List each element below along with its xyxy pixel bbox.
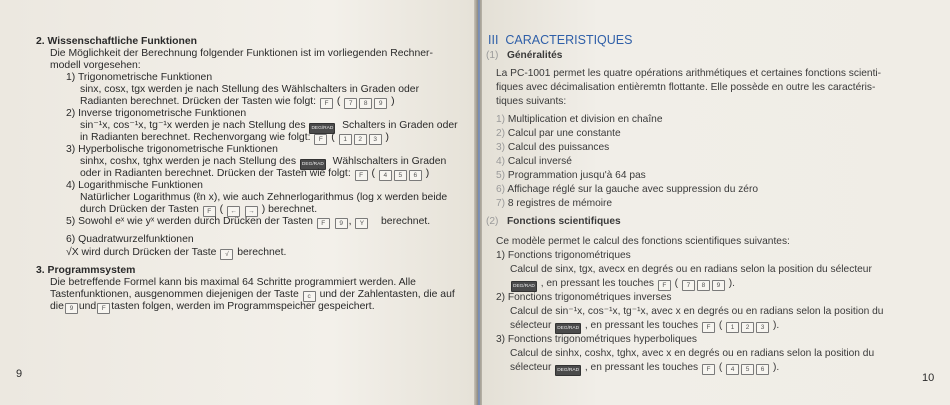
- text-line: fiques avec décimalisation entièremtn flottante. Elle possède en outre les caractéris-: [496, 82, 876, 93]
- key-3: 3: [369, 134, 382, 145]
- list-item: 1) Trigonometrische Funktionen: [66, 72, 213, 83]
- section-heading: III CARACTERISTIQUES: [488, 33, 633, 47]
- text-line: DEG/RAD , en pressant les touches F ( 7 8 9 ).: [510, 278, 735, 292]
- feature-item: 1) Multiplication et division en chaîne: [496, 114, 663, 125]
- key-8: 8: [697, 280, 710, 291]
- subsection-heading: (2) Fonctions scientifiques: [486, 216, 621, 227]
- text-line: sinhx, coshx, tghx werden je nach Stellung des DEG/RAD Wählschalters in Graden: [80, 156, 446, 170]
- text-line: die 9 und F tasten folgen, werden im Programmspeicher gespeichert.: [50, 301, 375, 312]
- list-item: 5) Sowohl eˣ wie yˣ werden durch Drücken der Tasten F 9 , Y berechnet.: [66, 216, 431, 227]
- key-deg-rad: DEG/RAD: [555, 323, 581, 334]
- list-item: 4) Logarithmische Funktionen: [66, 180, 203, 191]
- key-4: 4: [379, 170, 392, 181]
- list-item: 6) Quadratwurzelfunktionen: [66, 234, 194, 245]
- key-9: 9: [374, 98, 387, 109]
- text-line: sélecteur DEG/RAD , en pressant les touches F ( 4 5 6 ).: [510, 362, 779, 376]
- key-9: 9: [712, 280, 725, 291]
- key-5: 5: [741, 364, 754, 375]
- key-f: F: [320, 98, 333, 109]
- key-sqrt: √: [220, 249, 233, 260]
- key-f: F: [702, 322, 715, 333]
- text-line: Natürlicher Logarithmus (ℓn x), wie auch Zehnerlogarithmus (log x werden beide: [80, 192, 448, 203]
- subsection-heading: (1) Généralités: [486, 50, 563, 61]
- key-f: F: [317, 218, 330, 229]
- key-6: 6: [756, 364, 769, 375]
- list-item: 2) Inverse trigonometrische Funktionen: [66, 108, 247, 119]
- key-f: F: [203, 206, 216, 217]
- key-1: 1: [726, 322, 739, 333]
- key-ln: ←: [227, 206, 240, 217]
- heading-scientific-functions: 2. Wissenschaftliche Funktionen: [36, 36, 197, 47]
- key-6: 6: [409, 170, 422, 181]
- left-page: [0, 0, 474, 405]
- text-line: sin⁻¹x, cos⁻¹x, tg⁻¹x werden je nach Stellung des DEG/RAD Schalters in Graden oder: [80, 120, 458, 134]
- key-9: 9: [335, 218, 348, 229]
- list-item: 3) Fonctions trigonométriques hyperboliques: [496, 334, 698, 345]
- text-line: durch Drücken der Tasten F ( ← → ) berechnet.: [80, 204, 318, 215]
- page-number: 9: [16, 368, 23, 380]
- key-yx: Y: [355, 218, 368, 229]
- key-9: 9: [65, 303, 78, 314]
- key-deg-rad: DEG/RAD: [300, 159, 326, 170]
- feature-item: 5) Programmation jusqu'à 64 pas: [496, 170, 646, 181]
- key-f: F: [658, 280, 671, 291]
- text-line: Tastenfunktionen, ausgenommen diejenigen der Taste c und der Zahlentasten, die auf: [50, 289, 455, 300]
- text-line: tiques suivants:: [496, 96, 567, 107]
- text-line: sélecteur DEG/RAD , en pressant les touches F ( 1 2 3 ).: [510, 320, 779, 334]
- key-5: 5: [394, 170, 407, 181]
- key-log: →: [245, 206, 258, 217]
- text-line: Calcul de sinx, tgx, avecx en degrés ou en radians selon la position du sélecteur: [510, 264, 872, 275]
- text-line: sinx, cosx, tgx werden je nach Stellung des Wählschalters in Graden oder: [80, 84, 420, 95]
- text-line: Die betreffende Formel kann bis maximal 64 Schritte programmiert werden. Alle: [50, 277, 416, 288]
- key-1: 1: [339, 134, 352, 145]
- text-line: Calcul de sin⁻¹x, cos⁻¹x, tg⁻¹x, avec x en degrés ou en radians selon la position du: [510, 306, 884, 317]
- list-item: 3) Hyperbolische trigonometrische Funktionen: [66, 144, 278, 155]
- feature-item: 7) 8 registres de mémoire: [496, 198, 613, 209]
- text-line: Die Möglichkeit der Berechnung folgender Funktionen ist im vorliegenden Rechner-: [50, 48, 433, 59]
- text-line: √X wird durch Drücken der Taste √ berechnet.: [66, 247, 287, 258]
- key-deg-rad: DEG/RAD: [511, 281, 537, 292]
- feature-item: 4) Calcul inversé: [496, 156, 572, 167]
- text-line: Calcul de sinhx, coshx, tghx, avec x en degrés ou en radians selon la position du: [510, 348, 875, 359]
- key-7: 7: [682, 280, 695, 291]
- key-f: F: [314, 134, 327, 145]
- page-number: 10: [922, 372, 935, 384]
- feature-item: 6) Affichage réglé sur la gauche avec suppression du zéro: [496, 184, 759, 195]
- text-line: Ce modèle permet le calcul des fonctions scientifiques suivantes:: [496, 236, 790, 247]
- key-7: 7: [344, 98, 357, 109]
- key-f: F: [97, 303, 110, 314]
- text-line: modell vorgesehen:: [50, 60, 141, 71]
- feature-item: 3) Calcul des puissances: [496, 142, 610, 153]
- key-deg-rad: DEG/RAD: [555, 365, 581, 376]
- key-3: 3: [756, 322, 769, 333]
- key-2: 2: [354, 134, 367, 145]
- text-line: La PC-1001 permet les quatre opérations arithmétiques et certaines fonctions scienti-: [496, 68, 882, 79]
- key-f: F: [702, 364, 715, 375]
- heading-program-system: 3. Programmsystem: [36, 265, 136, 276]
- text-line: oder in Radianten berechnet. Drücken der Tasten wie folgt: F ( 4 5 6 ): [80, 168, 430, 179]
- list-item: 1) Fonctions trigonométriques: [496, 250, 631, 261]
- key-8: 8: [359, 98, 372, 109]
- feature-item: 2) Calcul par une constante: [496, 128, 621, 139]
- gutter-line: [478, 0, 480, 405]
- right-page: [482, 0, 950, 405]
- key-f: F: [355, 170, 368, 181]
- key-4: 4: [726, 364, 739, 375]
- list-item: 2) Fonctions trigonométriques inverses: [496, 292, 672, 303]
- key-c: c: [303, 291, 316, 302]
- key-deg-rad: DEG/RAD: [309, 123, 335, 134]
- key-2: 2: [741, 322, 754, 333]
- text-line: in Radianten berechnet. Rechenvorgang wie folgt: F ( 1 2 3 ): [80, 132, 389, 143]
- text-line: Radianten berechnet. Drücken der Tasten wie folgt: F ( 7 8 9 ): [80, 96, 395, 107]
